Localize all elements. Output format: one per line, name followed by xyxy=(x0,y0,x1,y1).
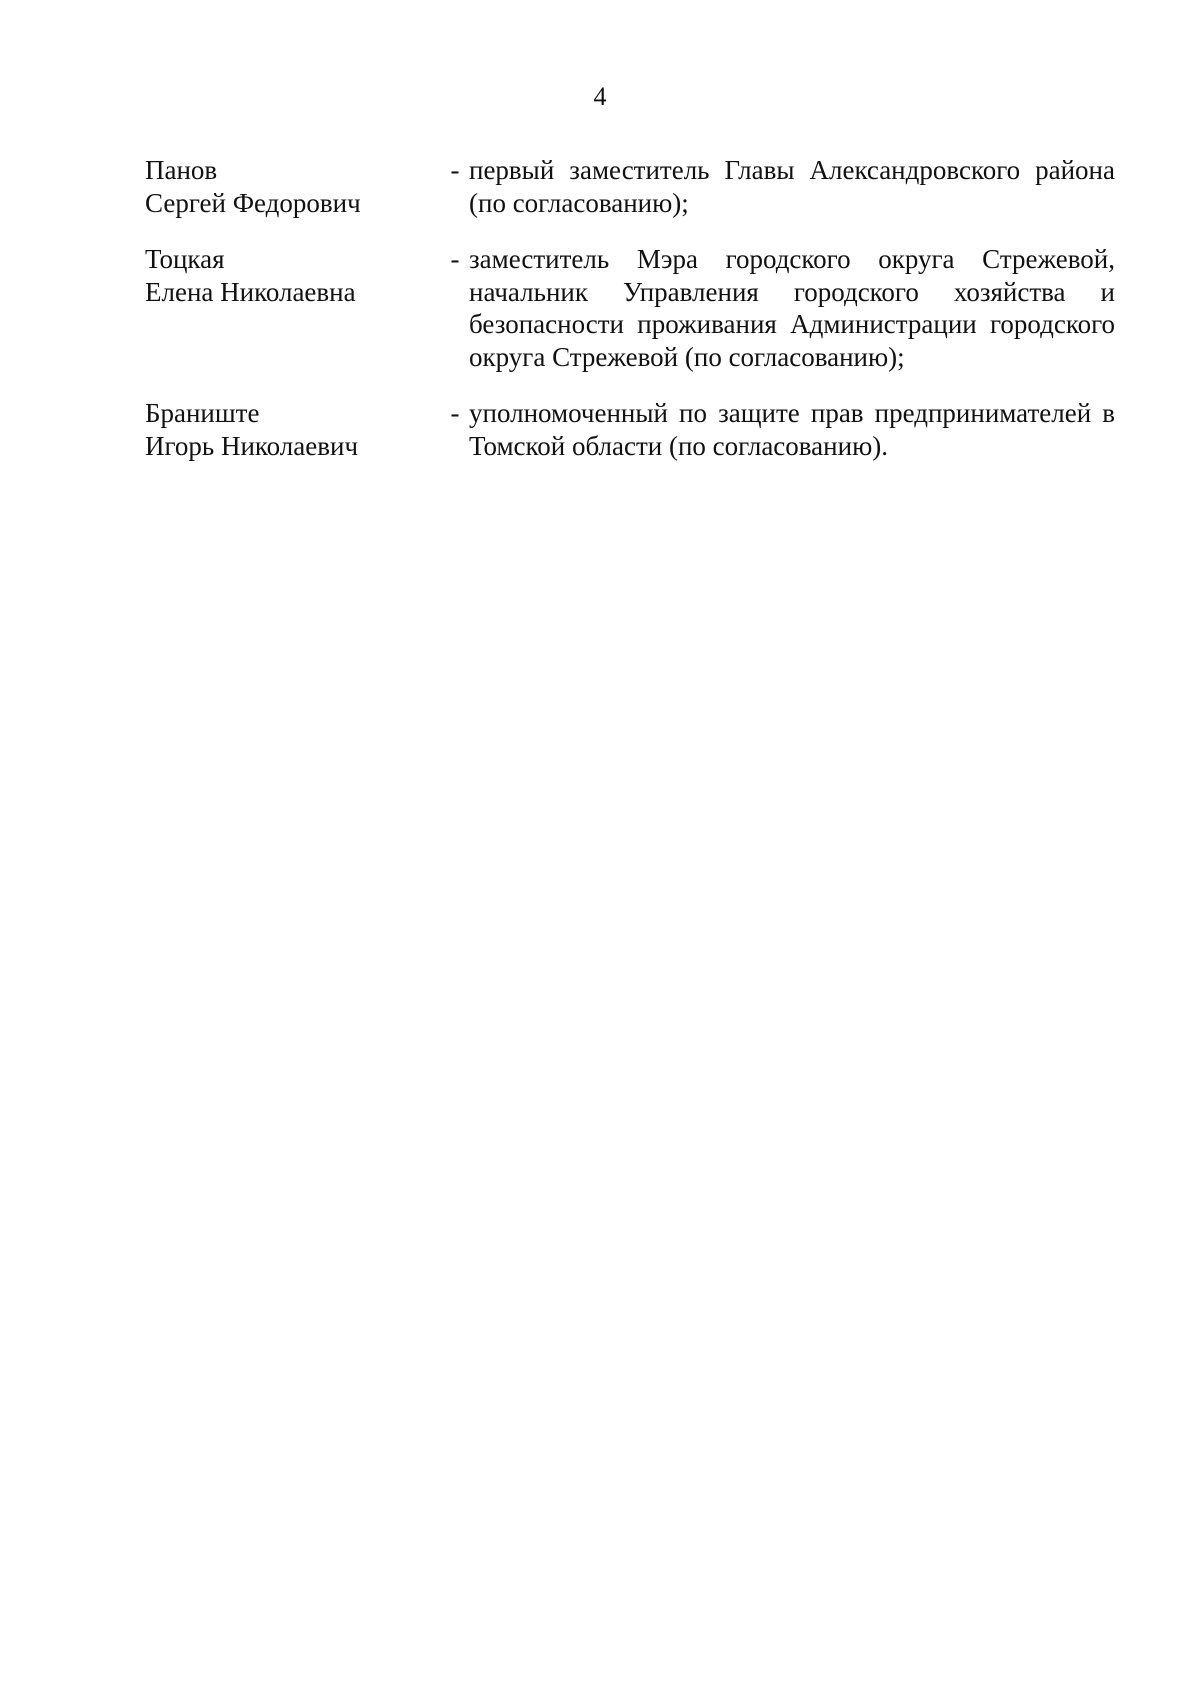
member-name xyxy=(145,243,441,308)
member-dash: - xyxy=(450,155,460,185)
members-list xyxy=(145,154,1117,486)
member-role: уполномоченный по защите прав предпринимателей в Томской области (по согласованию). xyxy=(469,398,1115,461)
member-dash: - xyxy=(450,398,460,428)
member-entry xyxy=(145,243,1117,373)
member-entry xyxy=(145,397,1117,462)
member-surname: Панов xyxy=(145,155,218,185)
member-surname: Тоцкая xyxy=(145,244,225,274)
member-given-names: Игорь Николаевич xyxy=(145,430,359,461)
member-name xyxy=(145,154,441,219)
member-entry xyxy=(145,154,1117,219)
member-dash: - xyxy=(450,244,460,274)
member-given-names: Елена Николаевна xyxy=(145,276,356,307)
member-role: заместитель Мэра городского округа Стрежевой, начальник Управления городского хозяйства и безопасности проживания Администрации городского округа Стрежевой (по согласованию); xyxy=(469,244,1115,372)
member-role: первый заместитель Главы Александровского района (по согласованию); xyxy=(469,155,1115,218)
member-given-names: Сергей Федорович xyxy=(145,187,361,218)
member-surname: Браниште xyxy=(145,398,260,428)
page-number: 4 xyxy=(593,82,607,111)
member-name xyxy=(145,397,441,462)
